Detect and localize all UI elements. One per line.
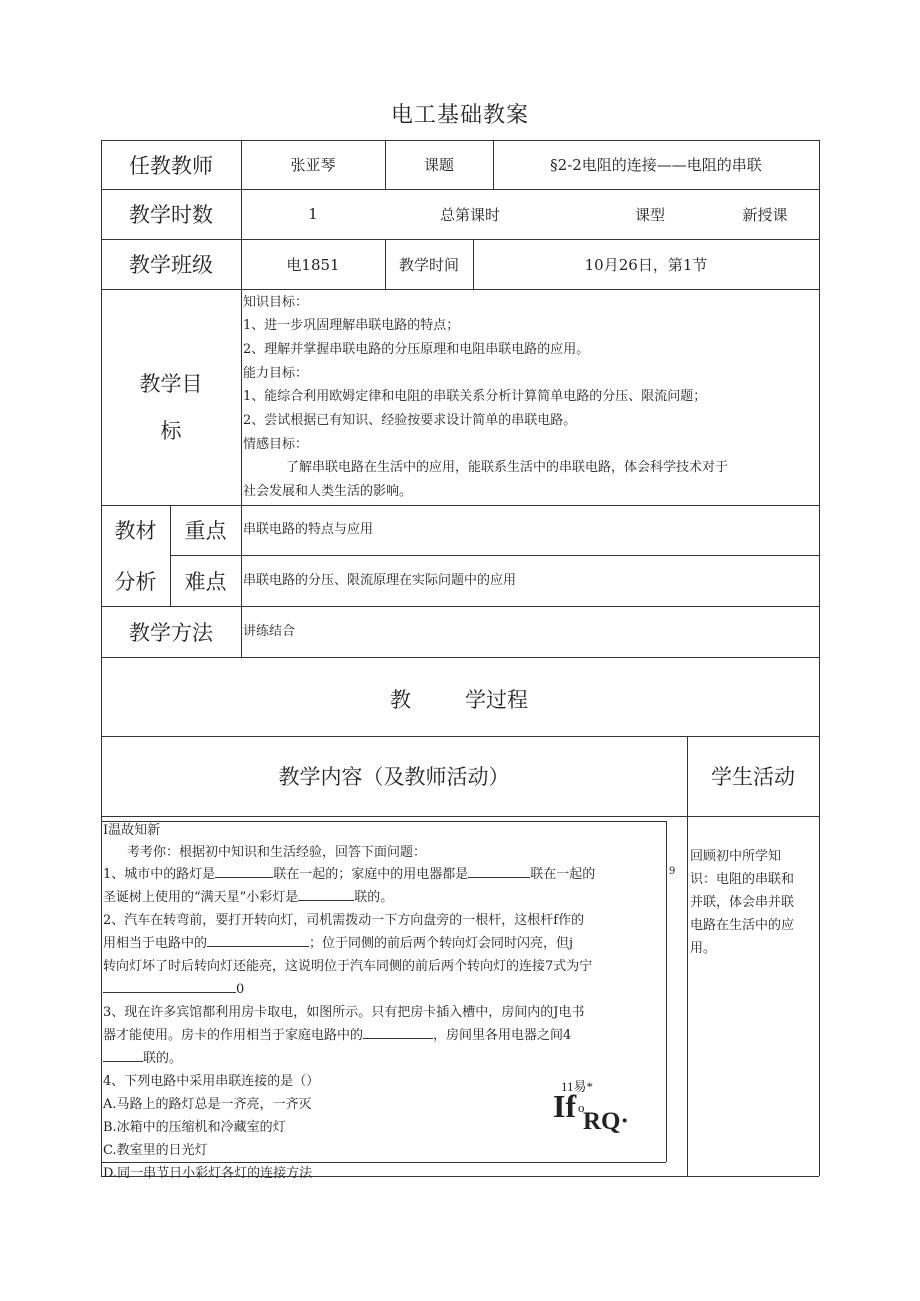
answer-blank xyxy=(363,1038,433,1039)
question-3-line-1: 3、现在许多宾馆都利用房卡取电，如图所示。只有把房卡插入槽中，房间内的J电书 xyxy=(103,1005,585,1020)
class-label: 教学班级 xyxy=(129,253,213,277)
class-value: 电1851 xyxy=(286,255,340,274)
analysis-label-bottom: 分析 xyxy=(114,569,157,594)
question-2-line-1: 2、汽车在转弯前，要打开转向灯，司机需拨动一下方向盘旁的一根杆，这根杆f作的 xyxy=(103,913,585,928)
question-3-line-3: 联的。 xyxy=(103,1047,182,1070)
type-label: 课型 xyxy=(634,205,665,224)
objective-line: 2、尝试根据已有知识、经验按要求设计简单的串联电路。 xyxy=(243,413,577,428)
objectives-label-line2: 标 xyxy=(160,419,182,443)
objective-line: 2、理解并掌握串联电路的分压原理和电阻串联电路的应用。 xyxy=(243,342,590,357)
student-header: 学生活动 xyxy=(711,765,795,789)
question-2-line-4: 0 xyxy=(103,978,244,1001)
time-value: 10月26日，第1节 xyxy=(584,255,708,274)
topic-value: §2-2电阻的连接——电阻的串联 xyxy=(550,156,762,174)
method-value: 讲练结合 xyxy=(243,623,296,639)
objective-line: 能力目标： xyxy=(243,366,309,381)
objective-line: 社会发展和人类生活的影响。 xyxy=(243,484,413,499)
figure-label-small: 11易* xyxy=(561,1079,594,1094)
answer-blank xyxy=(215,877,273,878)
objective-line: 1、进一步巩固理解串联电路的特点； xyxy=(243,318,460,333)
objectives-label-line1: 教学目 xyxy=(139,372,203,396)
option-d: D.同一串节日小彩灯各灯的连接方法 xyxy=(103,1166,313,1181)
type-value: 新授课 xyxy=(742,205,788,224)
answer-blank xyxy=(207,946,309,947)
objective-line: 情感目标： xyxy=(243,437,309,452)
process-title-right: 学过程 xyxy=(465,688,528,712)
doc-title: 电工基础教案 xyxy=(390,103,529,128)
question-2-line-2: 用相当于电路中的 ；位于同侧的前后两个转向灯会同时闪亮，但j xyxy=(103,936,574,951)
option-b: B.冰箱中的压缩机和冷藏室的灯 xyxy=(103,1120,286,1135)
section-title: I温故知新 xyxy=(103,823,161,838)
student-line: 识：电阻的串联和 xyxy=(690,872,795,887)
answer-blank xyxy=(468,877,530,878)
option-c: C.教室里的日光灯 xyxy=(103,1143,208,1158)
question-2-line-3: 转向灯坏了时后转向灯还能亮，这说明位于汽车同侧的前后两个转向灯的连接7式为宁 xyxy=(103,959,593,974)
teacher-name: 张亚琴 xyxy=(290,156,336,174)
intro-line: 考考你：根据初中知识和生活经验，回答下面问题： xyxy=(127,845,427,860)
topic-label: 课题 xyxy=(423,156,454,174)
difficulty-label: 难点 xyxy=(184,569,227,594)
process-title-left: 教 xyxy=(390,688,411,712)
objective-line: 知识目标： xyxy=(243,295,309,310)
method-label: 教学方法 xyxy=(129,620,213,645)
question-3-line-2: 器才能使用。房卡的作用相当于家庭电路中的 ，房间里各用电器之间4 xyxy=(103,1028,572,1043)
figure-label-if: If xyxy=(553,1088,577,1124)
student-line: 电路在生活中的应 xyxy=(690,918,795,933)
student-line: 用。 xyxy=(690,941,717,956)
difficulty-value: 串联电路的分压、限流原理在实际问题中的应用 xyxy=(243,572,517,588)
hours-value: 1 xyxy=(308,205,318,223)
time-label: 教学时间 xyxy=(398,255,459,274)
student-line: 并联，体会串并联 xyxy=(690,895,795,910)
content-header: 教学内容（及教师活动） xyxy=(278,765,510,789)
teacher-label: 任教教师 xyxy=(129,153,213,178)
answer-blank xyxy=(103,1061,143,1062)
objective-line: 了解串联电路在生活中的应用，能联系生活中的串联电路，体会科学技术对于 xyxy=(286,460,729,475)
key-point-label: 重点 xyxy=(184,519,227,543)
figure-label-rq: RQ· xyxy=(583,1108,629,1135)
figure-label-o: o xyxy=(578,1100,585,1115)
question-1-line-2: 圣诞树上使用的“满天星”小彩灯是 联的。 xyxy=(103,890,394,905)
answer-blank xyxy=(103,992,236,993)
objective-line: 1、能综合利用欧姆定律和电阻的串联关系分析计算简单电路的分压、限流问题； xyxy=(243,389,707,404)
option-a: A.马路上的路灯总是一齐亮，一齐灭 xyxy=(103,1097,312,1112)
student-line: 回顾初中所学知 xyxy=(690,849,782,864)
key-point-value: 串联电路的特点与应用 xyxy=(243,522,374,537)
answer-blank xyxy=(298,900,354,901)
total-hours-label: 总第课时 xyxy=(439,205,500,224)
question-4: 4、下列电路中采用串联连接的是（） xyxy=(103,1074,320,1089)
question-1-line-1: 1、城市中的路灯是 联在一起的；家庭中的用电器都是 联在一起的 xyxy=(103,867,596,882)
side-mark: 9 xyxy=(669,866,676,877)
analysis-label-top: 教材 xyxy=(114,519,157,543)
hours-label: 教学时数 xyxy=(129,203,213,227)
